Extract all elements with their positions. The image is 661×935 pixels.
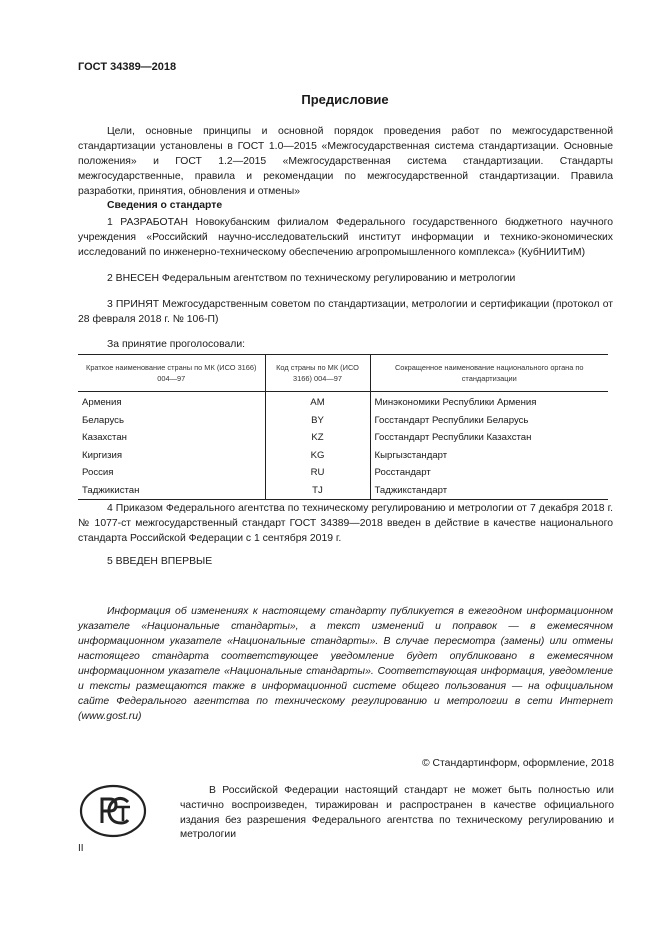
table-row — [78, 447, 608, 465]
body-cell: Минэкономики Республики Армения — [370, 392, 608, 412]
body-cell: Кыргызстандарт — [370, 447, 608, 465]
code-cell: AM — [265, 392, 370, 412]
about-item-4: 4 Приказом Федерального агентства по техническому регулированию и метрологии от 7 декабря 2018 г. № 1077-ст межгосударственный стандарт ГОСТ 34389—2018 введен в действие в качестве национального стандарта Российской Федерации с 1 сентября 2019 г. — [78, 503, 613, 544]
table-row — [78, 482, 608, 500]
copyright-line: © Стандартинформ, оформление, 2018 — [421, 758, 614, 769]
code-cell: RU — [265, 464, 370, 482]
column-header-body: Сокращенное наименование национального органа по стандартизации — [370, 355, 608, 392]
table-row — [78, 392, 608, 412]
country-cell: Армения — [82, 397, 122, 409]
voting-countries-table — [78, 354, 608, 500]
page-title: Предисловие — [301, 92, 389, 107]
column-header-code: Код страны по МК (ИСО 3166) 004—97 — [265, 355, 370, 392]
vote-label: За принятие проголосовали: — [107, 339, 246, 350]
about-item-1: 1 РАЗРАБОТАН Новокубанским филиалом Федерального государственного бюджетного научного учреждения «Российский научно-исследовательский институт информации и технико-экономических исследований по инженерно-техническому обеспечению агропромышленного комплекса» (КубНИИТиМ) — [78, 217, 613, 258]
body-cell: Госстандарт Республики Казахстан — [370, 429, 608, 447]
country-cell: Россия — [82, 467, 114, 479]
document-code-header: ГОСТ 34389—2018 — [78, 61, 177, 73]
about-item-2: 2 ВНЕСЕН Федеральным агентством по техническому регулированию и метрологии — [107, 273, 516, 284]
code-cell: KG — [265, 447, 370, 465]
code-cell: KZ — [265, 429, 370, 447]
code-cell: BY — [265, 412, 370, 430]
code-cell: TJ — [265, 482, 370, 500]
rights-notice: В Российской Федерации настоящий стандарт не может быть полностью или частично воспроизведен, тиражирован и распространен в качестве официального издания без разрешения Федерального агентства по техническому регулированию и метрологии — [180, 785, 614, 841]
table-row — [78, 464, 608, 482]
body-cell: Росстандарт — [370, 464, 608, 482]
table-header-row — [78, 355, 608, 392]
country-cell: Беларусь — [82, 414, 124, 426]
about-item-5: 5 ВВЕДЕН ВПЕРВЫЕ — [107, 556, 213, 567]
rst-certification-mark-icon — [78, 783, 148, 839]
changes-info-notice: Информация об изменениях к настоящему стандарту публикуется в ежегодном информационном указателе «Национальные стандарты», а текст изменений и поправок — в ежемесячном информационном указателе «Национальные стандарты». В случае пересмотра (замены) или отмены настоящего стандарта соответствующее уведомление будет опубликовано в ежемесячном информационном указателе «Национальные стандарты». Соответствующая информация, уведомление и тексты размещаются также в информационной системе общего пользования — на официальном сайте Федерального агентства по техническому регулированию и метрологии в сети Интернет (www.gost.ru) — [78, 606, 613, 722]
body-cell: Госстандарт Республики Беларусь — [370, 412, 608, 430]
column-header-country: Краткое наименование страны по МК (ИСО 3166) 004—97 — [78, 355, 265, 392]
intro-paragraph: Цели, основные принципы и основной порядок проведения работ по межгосударственной стандартизации установлены в ГОСТ 1.0—2015 «Межгосударственная система стандартизации. Основные положения» и ГОСТ 1.2—2015 «Межгосударственная система стандартизации. Стандарты межгосударственные, правила и рекомендации по межгосударственной стандартизации. Правила разработки, принятия, обновления и отмены» — [78, 126, 613, 197]
table-row — [78, 412, 608, 430]
country-cell: Казахстан — [82, 432, 127, 444]
about-item-3: 3 ПРИНЯТ Межгосударственным советом по стандартизации, метрологии и сертификации (протокол от 28 февраля 2018 г. № 106-П) — [78, 299, 613, 325]
table-row — [78, 429, 608, 447]
body-cell: Таджикстандарт — [370, 482, 608, 500]
page-number: II — [78, 843, 84, 854]
section-heading-about: Сведения о стандарте — [107, 200, 223, 211]
country-cell: Таджикистан — [78, 482, 265, 500]
country-cell: Киргизия — [82, 449, 123, 461]
